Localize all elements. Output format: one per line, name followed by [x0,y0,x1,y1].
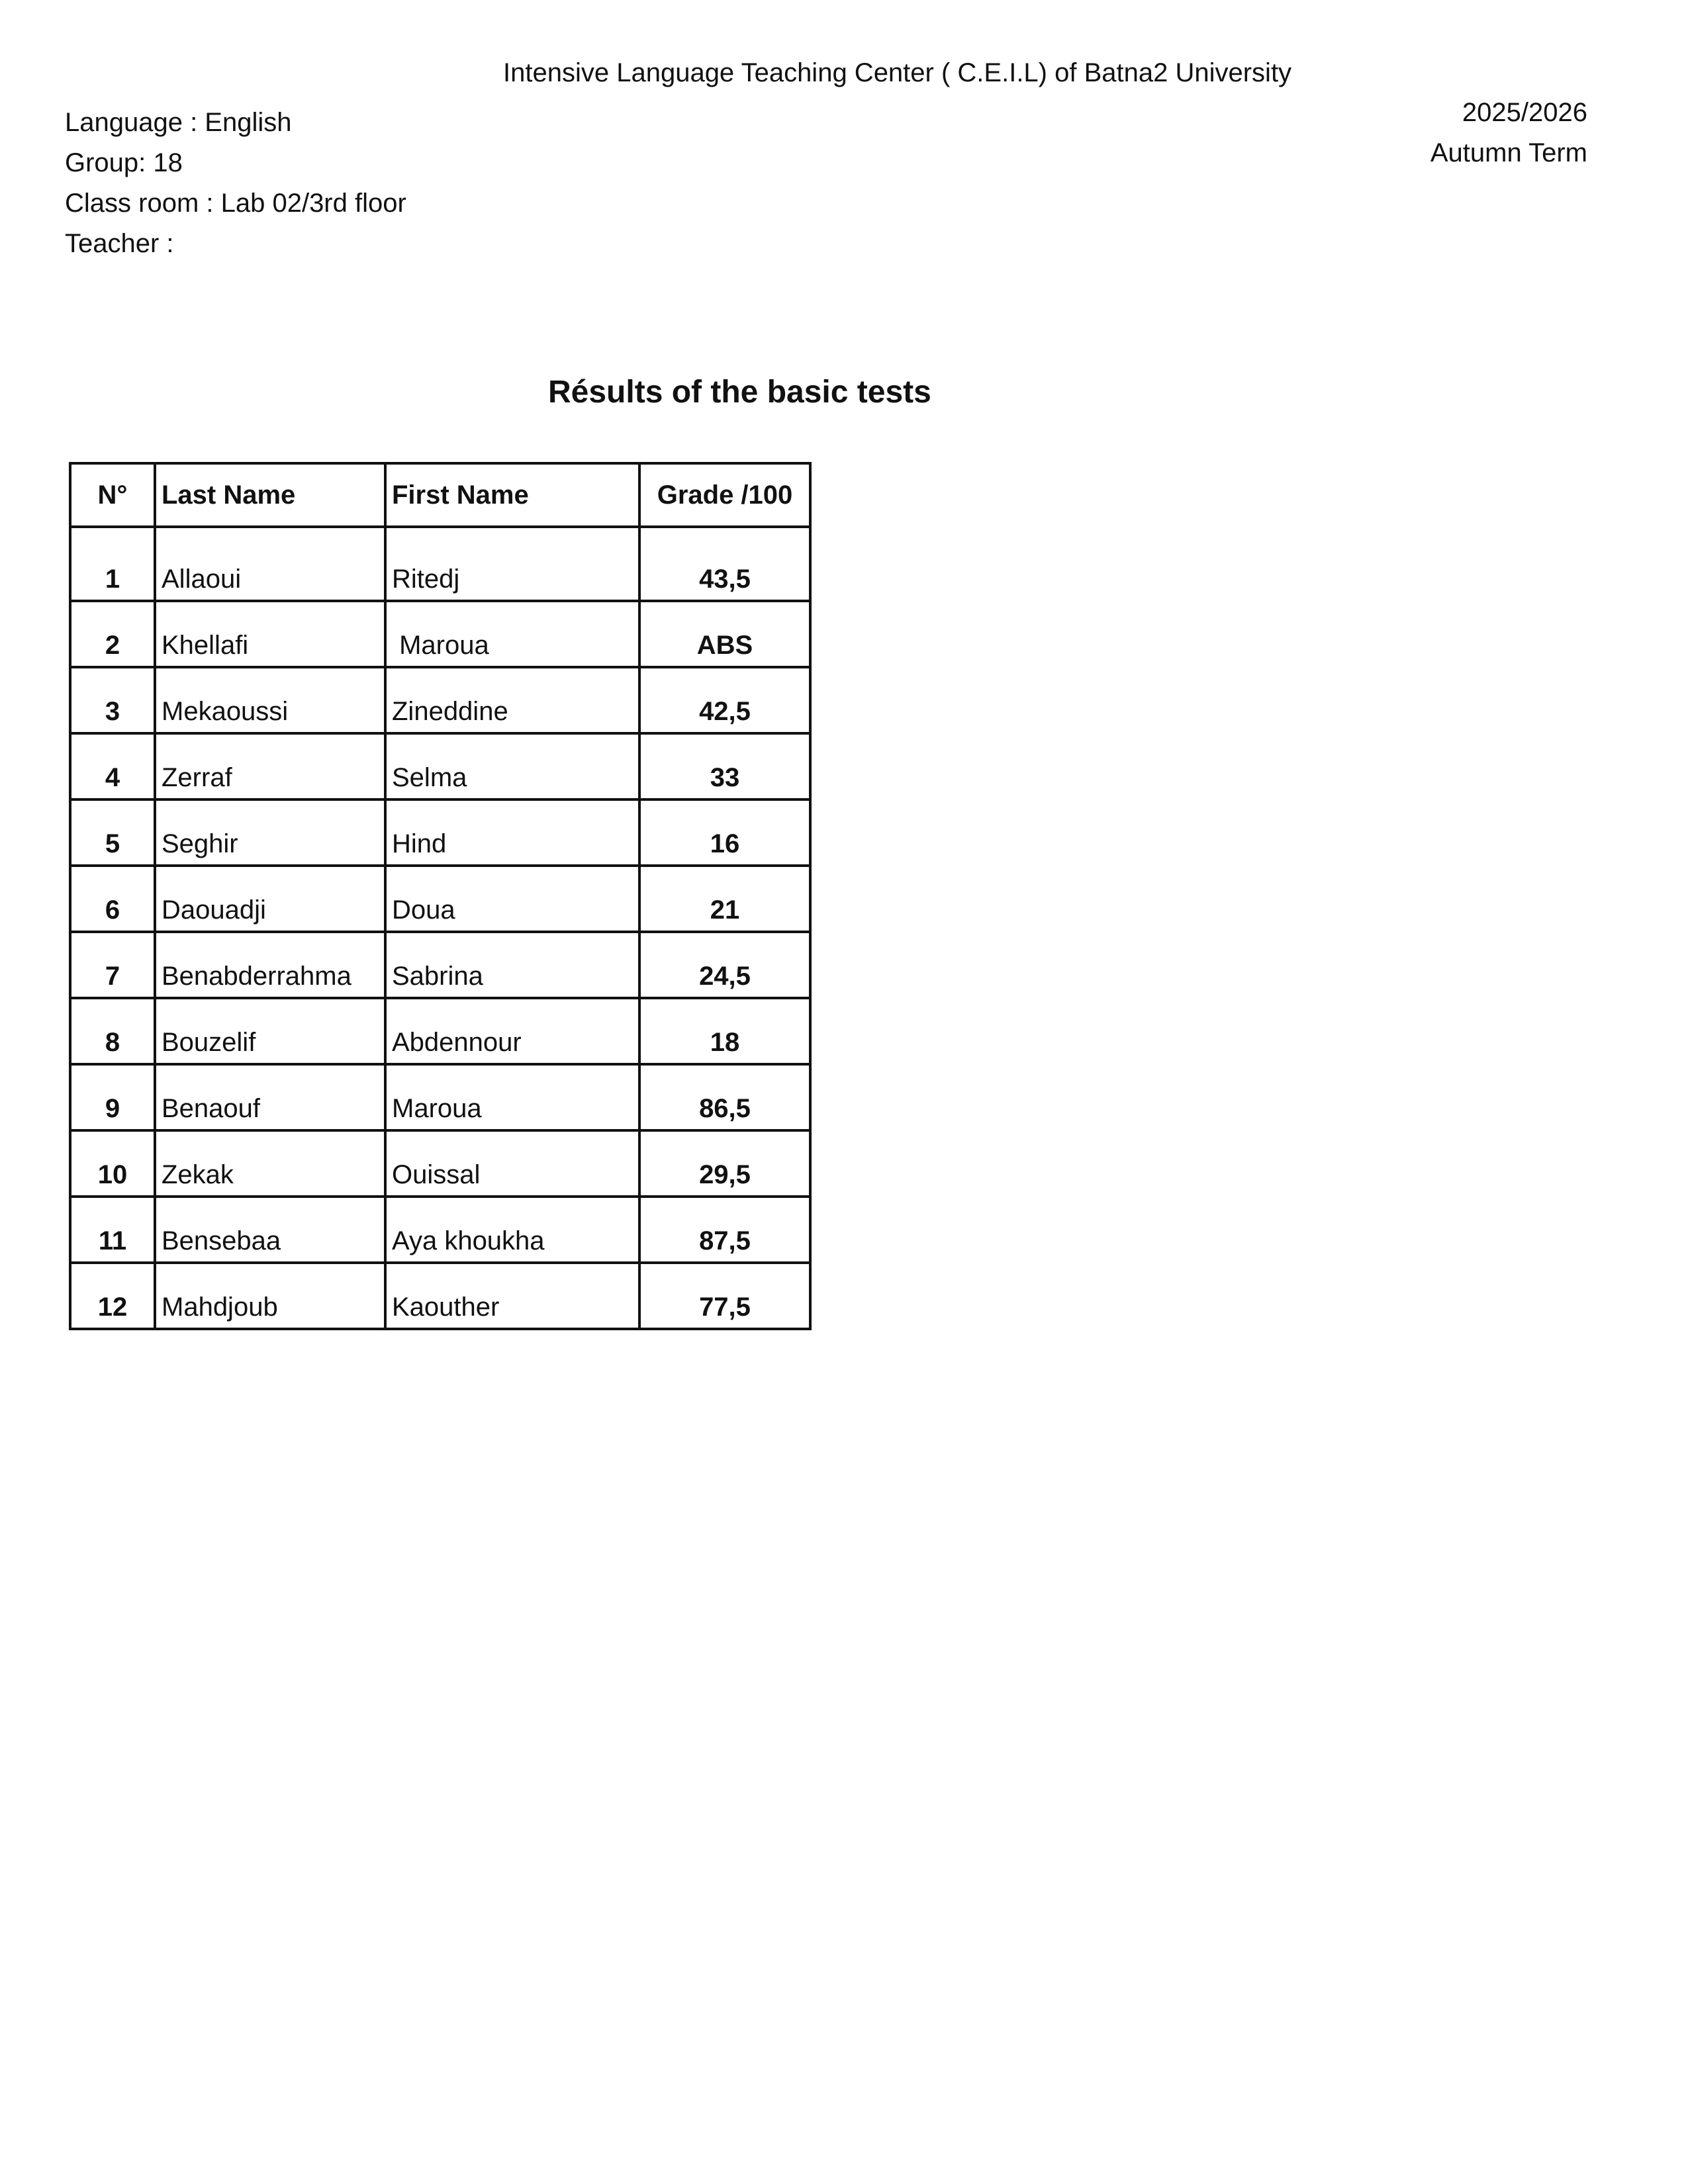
first-name-cell: Ritedj [385,527,639,601]
last-name-cell: Seghir [155,799,385,866]
column-header-last-name: Last Name [155,463,385,527]
table-row [70,1263,810,1329]
row-number-cell: 3 [70,667,155,733]
row-number-cell: 12 [70,1263,155,1329]
grade-cell: 42,5 [639,667,810,733]
first-name-cell: Aya khoukha [385,1197,639,1263]
table-row [70,601,810,667]
table-row [70,667,810,733]
last-name-cell: Benaouf [155,1064,385,1130]
term-label: Autumn Term [1430,138,1587,167]
table-row [70,1130,810,1197]
language-line: Language : English [65,108,292,137]
last-name-cell: Mekaoussi [155,667,385,733]
group-line: Group: 18 [65,148,183,177]
first-name-cell: Kaouther [385,1263,639,1329]
first-name-cell: Maroua [385,1064,639,1130]
grade-cell: 16 [639,799,810,866]
row-number-cell: 5 [70,799,155,866]
column-header-first-name: First Name [385,463,639,527]
classroom-line: Class room : Lab 02/3rd floor [65,189,406,218]
grade-cell: 87,5 [639,1197,810,1263]
table-row [70,527,810,601]
teacher-line: Teacher : [65,229,174,258]
last-name-cell: Zekak [155,1130,385,1197]
column-header-number: N° [70,463,155,527]
grade-cell: 21 [639,866,810,932]
first-name-cell: Abdennour [385,998,639,1064]
grade-cell: 86,5 [639,1064,810,1130]
last-name-cell: Khellafi [155,601,385,667]
row-number-cell: 4 [70,733,155,799]
table-row [70,998,810,1064]
grade-cell: ABS [639,601,810,667]
row-number-cell: 11 [70,1197,155,1263]
last-name-cell: Mahdjoub [155,1263,385,1329]
first-name-cell: Maroua [385,601,639,667]
grade-cell: 77,5 [639,1263,810,1329]
table-row [70,1197,810,1263]
table-row [70,799,810,866]
last-name-cell: Allaoui [155,527,385,601]
page-title: Résults of the basic tests [548,375,931,410]
row-number-cell: 10 [70,1130,155,1197]
first-name-cell: Selma [385,733,639,799]
last-name-cell: Daouadji [155,866,385,932]
column-header-grade: Grade /100 [639,463,810,527]
grade-cell: 43,5 [639,527,810,601]
results-table [69,462,812,1330]
row-number-cell: 2 [70,601,155,667]
first-name-cell: Zineddine [385,667,639,733]
academic-year: 2025/2026 [1462,98,1587,127]
last-name-cell: Zerraf [155,733,385,799]
row-number-cell: 9 [70,1064,155,1130]
first-name-cell: Hind [385,799,639,866]
results-table-body [70,527,810,1329]
class-info [65,103,406,264]
table-row [70,733,810,799]
grade-cell: 33 [639,733,810,799]
first-name-cell: Ouissal [385,1130,639,1197]
table-row [70,866,810,932]
row-number-cell: 6 [70,866,155,932]
table-row [70,932,810,998]
row-number-cell: 1 [70,527,155,601]
grade-cell: 18 [639,998,810,1064]
row-number-cell: 7 [70,932,155,998]
table-row [70,1064,810,1130]
term-info [1430,93,1587,173]
table-header-row [70,463,810,527]
grade-cell: 29,5 [639,1130,810,1197]
first-name-cell: Sabrina [385,932,639,998]
last-name-cell: Benabderrahma [155,932,385,998]
institution-title: Intensive Language Teaching Center ( C.E.I.L) of Batna2 University [503,58,1292,87]
grade-cell: 24,5 [639,932,810,998]
first-name-cell: Doua [385,866,639,932]
row-number-cell: 8 [70,998,155,1064]
last-name-cell: Bouzelif [155,998,385,1064]
last-name-cell: Bensebaa [155,1197,385,1263]
